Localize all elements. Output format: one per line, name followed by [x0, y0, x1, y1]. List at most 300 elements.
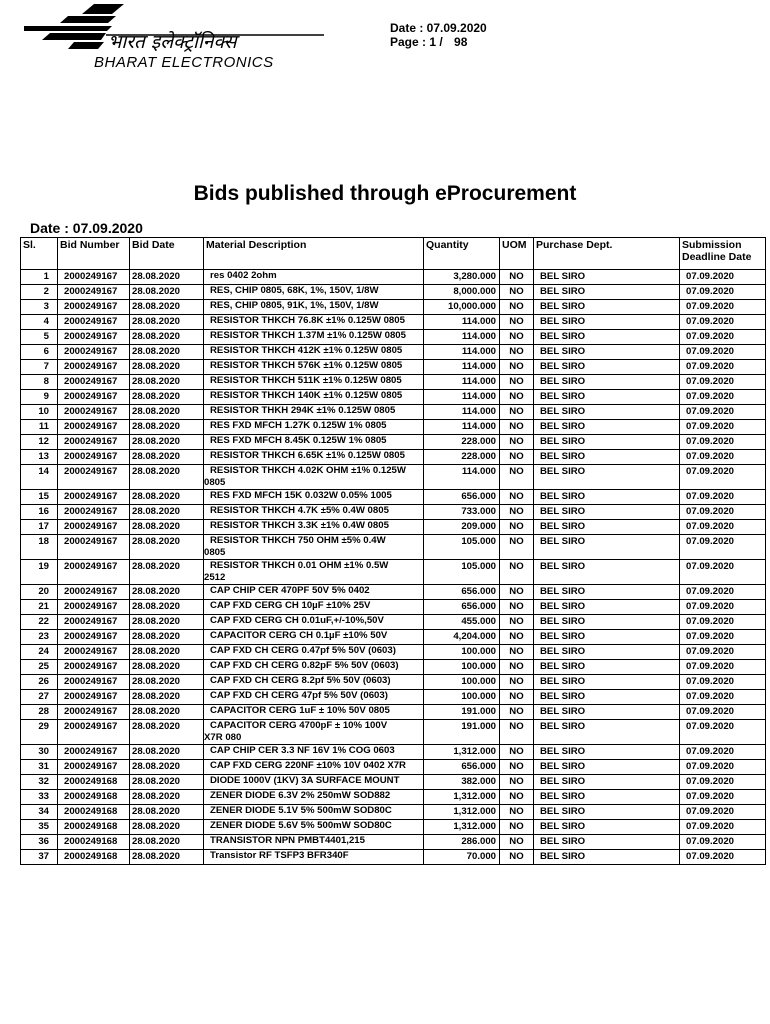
- cell-uom: NO: [500, 270, 534, 285]
- cell-bid-date: 28.08.2020: [130, 270, 204, 285]
- cell-bid-number: 2000249167: [58, 505, 130, 520]
- cell-uom: NO: [500, 315, 534, 330]
- cell-quantity: 114.000: [424, 375, 500, 390]
- cell-uom: NO: [500, 330, 534, 345]
- cell-purchase-dept: BEL SIRO: [534, 760, 680, 775]
- cell-material-description: RESISTOR THKCH 1.37M ±1% 0.125W 0805: [204, 330, 424, 345]
- cell-purchase-dept: BEL SIRO: [534, 615, 680, 630]
- cell-bid-number: 2000249167: [58, 745, 130, 760]
- cell-submission-deadline: 07.09.2020: [680, 465, 766, 490]
- cell-purchase-dept: BEL SIRO: [534, 300, 680, 315]
- cell-bid-date: 28.08.2020: [130, 850, 204, 865]
- cell-sl: 6: [21, 345, 58, 360]
- cell-bid-number: 2000249167: [58, 375, 130, 390]
- cell-material-description: RESISTOR THKCH 4.02K OHM ±1% 0.125W 0805: [204, 465, 424, 490]
- header-date: Date : 07.09.2020: [390, 21, 487, 35]
- cell-bid-number: 2000249167: [58, 465, 130, 490]
- cell-bid-date: 28.08.2020: [130, 805, 204, 820]
- cell-sl: 3: [21, 300, 58, 315]
- cell-bid-date: 28.08.2020: [130, 600, 204, 615]
- cell-bid-date: 28.08.2020: [130, 330, 204, 345]
- table-row: [21, 775, 766, 790]
- cell-submission-deadline: 07.09.2020: [680, 560, 766, 585]
- table-row: [21, 705, 766, 720]
- cell-sl: 28: [21, 705, 58, 720]
- cell-purchase-dept: BEL SIRO: [534, 690, 680, 705]
- cell-bid-number: 2000249167: [58, 490, 130, 505]
- cell-purchase-dept: BEL SIRO: [534, 585, 680, 600]
- cell-uom: NO: [500, 660, 534, 675]
- cell-sl: 18: [21, 535, 58, 560]
- cell-quantity: 1,312.000: [424, 820, 500, 835]
- table-row: [21, 660, 766, 675]
- cell-uom: NO: [500, 645, 534, 660]
- cell-sl: 13: [21, 450, 58, 465]
- cell-uom: NO: [500, 360, 534, 375]
- cell-purchase-dept: BEL SIRO: [534, 705, 680, 720]
- cell-sl: 22: [21, 615, 58, 630]
- cell-quantity: 1,312.000: [424, 745, 500, 760]
- cell-sl: 17: [21, 520, 58, 535]
- col-header-purchase-dept: Purchase Dept.: [534, 238, 680, 270]
- cell-material-description: RES, CHIP 0805, 68K, 1%, 150V, 1/8W: [204, 285, 424, 300]
- cell-sl: 9: [21, 390, 58, 405]
- cell-material-description: CAP FXD CERG CH 10µF ±10% 25V: [204, 600, 424, 615]
- cell-bid-date: 28.08.2020: [130, 315, 204, 330]
- cell-uom: NO: [500, 820, 534, 835]
- cell-quantity: 114.000: [424, 345, 500, 360]
- cell-uom: NO: [500, 465, 534, 490]
- cell-submission-deadline: 07.09.2020: [680, 660, 766, 675]
- table-row: [21, 490, 766, 505]
- table-row: [21, 315, 766, 330]
- cell-sl: 35: [21, 820, 58, 835]
- cell-uom: NO: [500, 450, 534, 465]
- cell-bid-number: 2000249167: [58, 645, 130, 660]
- cell-sl: 21: [21, 600, 58, 615]
- cell-bid-date: 28.08.2020: [130, 465, 204, 490]
- cell-purchase-dept: BEL SIRO: [534, 490, 680, 505]
- cell-submission-deadline: 07.09.2020: [680, 690, 766, 705]
- table-row: [21, 360, 766, 375]
- cell-submission-deadline: 07.09.2020: [680, 270, 766, 285]
- cell-material-description: RESISTOR THKCH 750 OHM ±5% 0.4W 0805: [204, 535, 424, 560]
- cell-material-description: RES, CHIP 0805, 91K, 1%, 150V, 1/8W: [204, 300, 424, 315]
- cell-uom: NO: [500, 405, 534, 420]
- cell-sl: 37: [21, 850, 58, 865]
- table-row: [21, 745, 766, 760]
- table-row: [21, 850, 766, 865]
- cell-purchase-dept: BEL SIRO: [534, 505, 680, 520]
- cell-quantity: 382.000: [424, 775, 500, 790]
- cell-bid-number: 2000249168: [58, 835, 130, 850]
- cell-quantity: 455.000: [424, 615, 500, 630]
- cell-sl: 4: [21, 315, 58, 330]
- cell-purchase-dept: BEL SIRO: [534, 820, 680, 835]
- cell-bid-date: 28.08.2020: [130, 630, 204, 645]
- cell-quantity: 114.000: [424, 390, 500, 405]
- cell-submission-deadline: 07.09.2020: [680, 790, 766, 805]
- cell-bid-number: 2000249167: [58, 330, 130, 345]
- cell-material-description: res 0402 2ohm: [204, 270, 424, 285]
- cell-material-description: CAP FXD CH CERG 8.2pf 5% 50V (0603): [204, 675, 424, 690]
- cell-purchase-dept: BEL SIRO: [534, 535, 680, 560]
- cell-uom: NO: [500, 600, 534, 615]
- cell-material-description: TRANSISTOR NPN PMBT4401,215: [204, 835, 424, 850]
- cell-submission-deadline: 07.09.2020: [680, 405, 766, 420]
- table-row: [21, 805, 766, 820]
- logo-hindi-text: भारत इलेक्ट्रॉनिक्स: [108, 31, 237, 53]
- logo-english-text: BHARAT ELECTRONICS: [94, 54, 274, 71]
- cell-quantity: 105.000: [424, 560, 500, 585]
- cell-bid-date: 28.08.2020: [130, 690, 204, 705]
- cell-sl: 11: [21, 420, 58, 435]
- cell-quantity: 228.000: [424, 435, 500, 450]
- cell-quantity: 100.000: [424, 645, 500, 660]
- cell-sl: 20: [21, 585, 58, 600]
- page-current: 1 /: [429, 35, 443, 49]
- cell-purchase-dept: BEL SIRO: [534, 675, 680, 690]
- table-row: [21, 405, 766, 420]
- cell-submission-deadline: 07.09.2020: [680, 490, 766, 505]
- cell-sl: 30: [21, 745, 58, 760]
- cell-bid-number: 2000249167: [58, 450, 130, 465]
- cell-purchase-dept: BEL SIRO: [534, 850, 680, 865]
- cell-purchase-dept: BEL SIRO: [534, 660, 680, 675]
- cell-bid-number: 2000249167: [58, 760, 130, 775]
- table-row: [21, 390, 766, 405]
- cell-sl: 2: [21, 285, 58, 300]
- cell-uom: NO: [500, 690, 534, 705]
- cell-quantity: 10,000.000: [424, 300, 500, 315]
- report-date: Date : 07.09.2020: [30, 220, 143, 236]
- table-row: [21, 505, 766, 520]
- cell-bid-date: 28.08.2020: [130, 660, 204, 675]
- cell-quantity: 4,204.000: [424, 630, 500, 645]
- cell-purchase-dept: BEL SIRO: [534, 270, 680, 285]
- cell-quantity: 209.000: [424, 520, 500, 535]
- cell-sl: 31: [21, 760, 58, 775]
- cell-sl: 29: [21, 720, 58, 745]
- cell-quantity: 656.000: [424, 760, 500, 775]
- cell-sl: 1: [21, 270, 58, 285]
- cell-uom: NO: [500, 760, 534, 775]
- cell-uom: NO: [500, 285, 534, 300]
- cell-purchase-dept: BEL SIRO: [534, 520, 680, 535]
- cell-submission-deadline: 07.09.2020: [680, 630, 766, 645]
- cell-uom: NO: [500, 435, 534, 450]
- cell-submission-deadline: 07.09.2020: [680, 720, 766, 745]
- cell-sl: 25: [21, 660, 58, 675]
- cell-quantity: 114.000: [424, 405, 500, 420]
- cell-purchase-dept: BEL SIRO: [534, 835, 680, 850]
- cell-submission-deadline: 07.09.2020: [680, 285, 766, 300]
- cell-quantity: 114.000: [424, 360, 500, 375]
- cell-quantity: 228.000: [424, 450, 500, 465]
- col-header-sl: Sl.: [21, 238, 58, 270]
- cell-purchase-dept: BEL SIRO: [534, 285, 680, 300]
- cell-material-description: CAP FXD CERG 220NF ±10% 10V 0402 X7R: [204, 760, 424, 775]
- cell-material-description: CAP FXD CERG CH 0.01uF,+/-10%,50V: [204, 615, 424, 630]
- cell-material-description: CAPACITOR CERG CH 0.1µF ±10% 50V: [204, 630, 424, 645]
- cell-bid-number: 2000249167: [58, 600, 130, 615]
- cell-bid-number: 2000249167: [58, 675, 130, 690]
- cell-purchase-dept: BEL SIRO: [534, 450, 680, 465]
- cell-bid-number: 2000249167: [58, 520, 130, 535]
- cell-sl: 36: [21, 835, 58, 850]
- cell-sl: 5: [21, 330, 58, 345]
- cell-bid-number: 2000249167: [58, 270, 130, 285]
- cell-bid-date: 28.08.2020: [130, 360, 204, 375]
- cell-purchase-dept: BEL SIRO: [534, 600, 680, 615]
- cell-sl: 16: [21, 505, 58, 520]
- table-row: [21, 690, 766, 705]
- cell-quantity: 100.000: [424, 690, 500, 705]
- cell-bid-date: 28.08.2020: [130, 300, 204, 315]
- table-row: [21, 300, 766, 315]
- cell-bid-number: 2000249167: [58, 585, 130, 600]
- table-row: [21, 645, 766, 660]
- cell-uom: NO: [500, 745, 534, 760]
- cell-purchase-dept: BEL SIRO: [534, 630, 680, 645]
- table-row: [21, 435, 766, 450]
- cell-uom: NO: [500, 345, 534, 360]
- table-row: [21, 535, 766, 560]
- col-header-bid-date: Bid Date: [130, 238, 204, 270]
- cell-sl: 32: [21, 775, 58, 790]
- cell-sl: 7: [21, 360, 58, 375]
- cell-sl: 34: [21, 805, 58, 820]
- cell-submission-deadline: 07.09.2020: [680, 775, 766, 790]
- cell-material-description: RESISTOR THKCH 140K ±1% 0.125W 0805: [204, 390, 424, 405]
- table-row: [21, 760, 766, 775]
- cell-bid-date: 28.08.2020: [130, 675, 204, 690]
- cell-bid-date: 28.08.2020: [130, 375, 204, 390]
- cell-quantity: 114.000: [424, 420, 500, 435]
- cell-material-description: ZENER DIODE 5.1V 5% 500mW SOD80C: [204, 805, 424, 820]
- cell-bid-number: 2000249168: [58, 775, 130, 790]
- col-header-quantity: Quantity: [424, 238, 500, 270]
- cell-purchase-dept: BEL SIRO: [534, 805, 680, 820]
- cell-bid-number: 2000249167: [58, 420, 130, 435]
- cell-submission-deadline: 07.09.2020: [680, 585, 766, 600]
- table-row: [21, 330, 766, 345]
- cell-uom: NO: [500, 615, 534, 630]
- cell-material-description: ZENER DIODE 6.3V 2% 250mW SOD882: [204, 790, 424, 805]
- cell-bid-date: 28.08.2020: [130, 720, 204, 745]
- cell-purchase-dept: BEL SIRO: [534, 775, 680, 790]
- cell-uom: NO: [500, 585, 534, 600]
- cell-submission-deadline: 07.09.2020: [680, 315, 766, 330]
- cell-uom: NO: [500, 705, 534, 720]
- cell-sl: 15: [21, 490, 58, 505]
- cell-bid-number: 2000249167: [58, 315, 130, 330]
- cell-bid-date: 28.08.2020: [130, 390, 204, 405]
- cell-material-description: RESISTOR THKH 294K ±1% 0.125W 0805: [204, 405, 424, 420]
- cell-sl: 12: [21, 435, 58, 450]
- header-page: [390, 35, 487, 49]
- cell-submission-deadline: 07.09.2020: [680, 420, 766, 435]
- cell-material-description: CAP CHIP CER 3.3 NF 16V 1% COG 0603: [204, 745, 424, 760]
- cell-submission-deadline: 07.09.2020: [680, 450, 766, 465]
- table-body: [21, 270, 766, 865]
- cell-quantity: 286.000: [424, 835, 500, 850]
- cell-uom: NO: [500, 790, 534, 805]
- cell-bid-date: 28.08.2020: [130, 450, 204, 465]
- cell-submission-deadline: 07.09.2020: [680, 435, 766, 450]
- cell-quantity: 8,000.000: [424, 285, 500, 300]
- cell-bid-date: 28.08.2020: [130, 535, 204, 560]
- table-row: [21, 720, 766, 745]
- cell-bid-date: 28.08.2020: [130, 705, 204, 720]
- cell-sl: 8: [21, 375, 58, 390]
- cell-purchase-dept: BEL SIRO: [534, 330, 680, 345]
- cell-material-description: ZENER DIODE 5.6V 5% 500mW SOD80C: [204, 820, 424, 835]
- cell-bid-number: 2000249167: [58, 285, 130, 300]
- cell-material-description: RESISTOR THKCH 576K ±1% 0.125W 0805: [204, 360, 424, 375]
- cell-material-description: DIODE 1000V (1KV) 3A SURFACE MOUNT: [204, 775, 424, 790]
- cell-submission-deadline: 07.09.2020: [680, 615, 766, 630]
- page-title: Bids published through eProcurement: [193, 182, 577, 205]
- cell-bid-date: 28.08.2020: [130, 835, 204, 850]
- col-header-material-description: Material Description: [204, 238, 424, 270]
- cell-bid-date: 28.08.2020: [130, 645, 204, 660]
- cell-material-description: RESISTOR THKCH 6.65K ±1% 0.125W 0805: [204, 450, 424, 465]
- cell-uom: NO: [500, 630, 534, 645]
- cell-quantity: 70.000: [424, 850, 500, 865]
- cell-material-description: RESISTOR THKCH 76.8K ±1% 0.125W 0805: [204, 315, 424, 330]
- cell-purchase-dept: BEL SIRO: [534, 420, 680, 435]
- cell-bid-date: 28.08.2020: [130, 760, 204, 775]
- cell-quantity: 656.000: [424, 600, 500, 615]
- cell-quantity: 105.000: [424, 535, 500, 560]
- cell-bid-date: 28.08.2020: [130, 520, 204, 535]
- cell-purchase-dept: BEL SIRO: [534, 745, 680, 760]
- cell-uom: NO: [500, 505, 534, 520]
- cell-purchase-dept: BEL SIRO: [534, 405, 680, 420]
- cell-bid-date: 28.08.2020: [130, 490, 204, 505]
- cell-submission-deadline: 07.09.2020: [680, 745, 766, 760]
- cell-material-description: RESISTOR THKCH 0.01 OHM ±1% 0.5W 2512: [204, 560, 424, 585]
- cell-material-description: RESISTOR THKCH 511K ±1% 0.125W 0805: [204, 375, 424, 390]
- table-row: [21, 285, 766, 300]
- cell-material-description: RES FXD MFCH 1.27K 0.125W 1% 0805: [204, 420, 424, 435]
- cell-bid-number: 2000249167: [58, 720, 130, 745]
- cell-bid-number: 2000249167: [58, 630, 130, 645]
- cell-quantity: 100.000: [424, 675, 500, 690]
- table-row: [21, 790, 766, 805]
- cell-submission-deadline: 07.09.2020: [680, 390, 766, 405]
- cell-bid-date: 28.08.2020: [130, 435, 204, 450]
- table-row: [21, 560, 766, 585]
- col-header-uom: UOM: [500, 238, 534, 270]
- cell-submission-deadline: 07.09.2020: [680, 760, 766, 775]
- cell-material-description: RESISTOR THKCH 4.7K ±5% 0.4W 0805: [204, 505, 424, 520]
- cell-purchase-dept: BEL SIRO: [534, 345, 680, 360]
- cell-purchase-dept: BEL SIRO: [534, 315, 680, 330]
- cell-uom: NO: [500, 375, 534, 390]
- cell-bid-number: 2000249167: [58, 345, 130, 360]
- cell-quantity: 114.000: [424, 465, 500, 490]
- cell-quantity: 114.000: [424, 315, 500, 330]
- cell-material-description: RESISTOR THKCH 412K ±1% 0.125W 0805: [204, 345, 424, 360]
- table-row: [21, 835, 766, 850]
- cell-sl: 26: [21, 675, 58, 690]
- cell-bid-number: 2000249167: [58, 660, 130, 675]
- cell-sl: 10: [21, 405, 58, 420]
- cell-material-description: RES FXD MFCH 8.45K 0.125W 1% 0805: [204, 435, 424, 450]
- cell-bid-number: 2000249168: [58, 820, 130, 835]
- cell-sl: 33: [21, 790, 58, 805]
- cell-bid-date: 28.08.2020: [130, 585, 204, 600]
- cell-quantity: 114.000: [424, 330, 500, 345]
- cell-uom: NO: [500, 560, 534, 585]
- cell-bid-date: 28.08.2020: [130, 745, 204, 760]
- cell-submission-deadline: 07.09.2020: [680, 805, 766, 820]
- cell-submission-deadline: 07.09.2020: [680, 705, 766, 720]
- table-row: [21, 450, 766, 465]
- cell-uom: NO: [500, 535, 534, 560]
- cell-quantity: 733.000: [424, 505, 500, 520]
- cell-bid-date: 28.08.2020: [130, 420, 204, 435]
- cell-bid-number: 2000249167: [58, 705, 130, 720]
- page-label: Page :: [390, 35, 427, 49]
- cell-bid-date: 28.08.2020: [130, 505, 204, 520]
- cell-uom: NO: [500, 835, 534, 850]
- cell-bid-number: 2000249168: [58, 850, 130, 865]
- cell-submission-deadline: 07.09.2020: [680, 835, 766, 850]
- cell-bid-number: 2000249167: [58, 390, 130, 405]
- cell-sl: 24: [21, 645, 58, 660]
- cell-purchase-dept: BEL SIRO: [534, 790, 680, 805]
- cell-bid-date: 28.08.2020: [130, 345, 204, 360]
- table-row: [21, 675, 766, 690]
- cell-purchase-dept: BEL SIRO: [534, 465, 680, 490]
- cell-submission-deadline: 07.09.2020: [680, 345, 766, 360]
- cell-bid-date: 28.08.2020: [130, 820, 204, 835]
- cell-quantity: 656.000: [424, 585, 500, 600]
- col-header-submission-deadline: Submission Deadline Date: [680, 238, 766, 270]
- table-row: [21, 520, 766, 535]
- cell-submission-deadline: 07.09.2020: [680, 330, 766, 345]
- cell-uom: NO: [500, 805, 534, 820]
- cell-quantity: 656.000: [424, 490, 500, 505]
- cell-sl: 19: [21, 560, 58, 585]
- cell-uom: NO: [500, 490, 534, 505]
- cell-uom: NO: [500, 420, 534, 435]
- cell-purchase-dept: BEL SIRO: [534, 435, 680, 450]
- cell-purchase-dept: BEL SIRO: [534, 560, 680, 585]
- bids-table: [20, 237, 766, 865]
- page-total: 98: [454, 35, 468, 49]
- cell-bid-date: 28.08.2020: [130, 285, 204, 300]
- cell-submission-deadline: 07.09.2020: [680, 675, 766, 690]
- cell-submission-deadline: 07.09.2020: [680, 375, 766, 390]
- cell-purchase-dept: BEL SIRO: [534, 375, 680, 390]
- cell-bid-number: 2000249167: [58, 535, 130, 560]
- cell-material-description: CAP CHIP CER 470PF 50V 5% 0402: [204, 585, 424, 600]
- cell-quantity: 1,312.000: [424, 790, 500, 805]
- cell-bid-number: 2000249167: [58, 435, 130, 450]
- table-row: [21, 465, 766, 490]
- cell-submission-deadline: 07.09.2020: [680, 505, 766, 520]
- table-row: [21, 820, 766, 835]
- cell-submission-deadline: 07.09.2020: [680, 645, 766, 660]
- table-row: [21, 270, 766, 285]
- cell-bid-date: 28.08.2020: [130, 775, 204, 790]
- cell-bid-number: 2000249167: [58, 690, 130, 705]
- cell-bid-number: 2000249167: [58, 300, 130, 315]
